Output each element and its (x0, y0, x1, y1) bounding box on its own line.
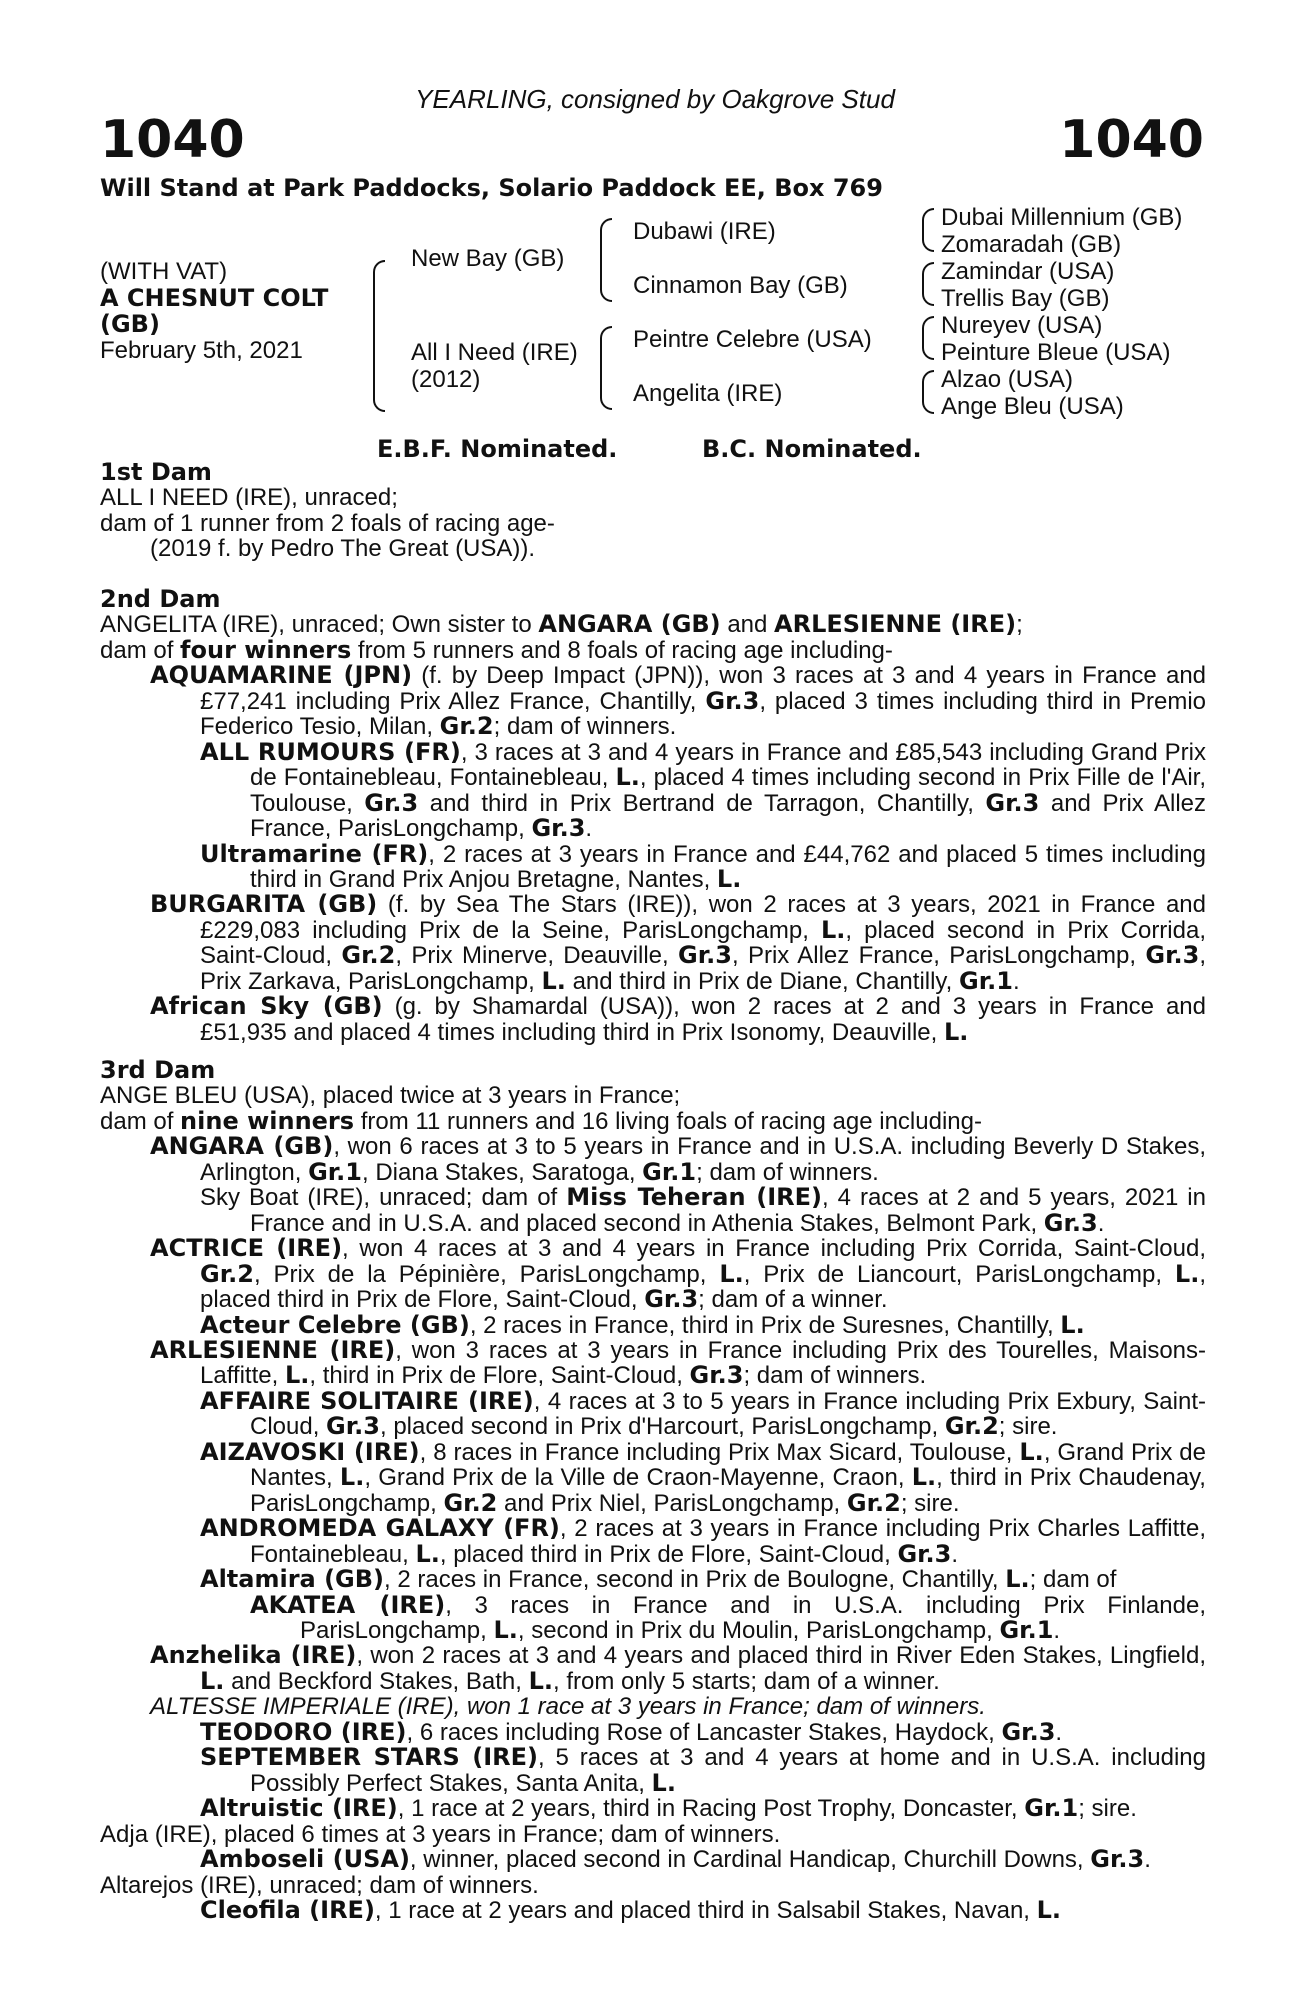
third-dam-heading: 3rd Dam (100, 1056, 216, 1084)
pedigree-brace-sire (600, 218, 612, 302)
produce-entry: AIZAVOSKI (IRE), 8 races in France including Prix Max Sicard, Toulouse, L., Grand Prix de Nantes, L., Grand Prix de la Ville de Craon-Mayenne, Craon, L., third in Prix Chaudenay, ParisLongchamp, Gr.2 and Prix Niel, ParisLongchamp, Gr.2; sire. (200, 1437, 1207, 1517)
first-dam-line: dam of 1 runner from 2 foals of racing age- (100, 509, 555, 537)
dam-dam: Angelita (IRE) (633, 380, 783, 407)
grandsire-5: Nureyev (USA) (941, 312, 1103, 339)
second-dam-produce-summary: dam of four winners from 5 runners and 8 foals of racing age including- (100, 635, 893, 664)
first-dam-section (100, 460, 555, 562)
produce-entry: ANDROMEDA GALAXY (FR), 2 races at 3 years in France including Prix Charles Laffitte, Fontainebleau, L., placed third in Prix de Flore, Saint-Cloud, Gr.3. (200, 1514, 1206, 1568)
horse-origin: (GB) (100, 310, 160, 338)
produce-entry: Cleofila (IRE), 1 race at 2 years and placed third in Salsabil Stakes, Navan, L. (200, 1895, 1062, 1924)
pedigree-brace-dam (600, 326, 612, 410)
first-dam-heading: 1st Dam (100, 458, 212, 486)
grandsire-1: Dubai Millennium (GB) (941, 204, 1183, 231)
dam: All I Need (IRE) (411, 339, 578, 366)
granddam-2: Zomaradah (GB) (941, 231, 1122, 258)
produce-entry: AKATEA (IRE), 3 races in France and in U.S.A. including Prix Finlande, ParisLongchamp, L., second in Prix du Moulin, ParisLongchamp, Gr.1. (250, 1590, 1206, 1644)
produce-entry: Sky Boat (IRE), unraced; dam of Miss Teheran (IRE), 4 races at 2 and 5 years, 2021 in France and in U.S.A. and placed second in Athenia Stakes, Belmont Park, Gr.3. (200, 1183, 1206, 1237)
produce-entry: ACTRICE (IRE), won 4 races at 3 and 4 years in France including Prix Corrida, Saint-Cloud, Gr.2, Prix de la Pépinière, ParisLongchamp, L., Prix de Liancourt, ParisLongchamp, L., placed third in Prix de Flore, Saint-Cloud, Gr.3; dam of a winner. (150, 1234, 1206, 1314)
produce-entry: BURGARITA (GB) (f. by Sea The Stars (IRE)), won 2 races at 3 years, 2021 in France and £229,083 including Prix de la Seine, ParisLongchamp, L., placed second in Prix Corrida, Saint-Cloud, Gr.2, Prix Minerve, Deauville, Gr.3, Prix Allez France, ParisLongchamp, Gr.3, Prix Zarkava, ParisLongchamp, L. and third in Prix de Diane, Chantilly, Gr.1. (150, 890, 1206, 995)
granddam-4: Trellis Bay (GB) (941, 285, 1110, 312)
grandsire-3: Zamindar (USA) (941, 258, 1115, 285)
produce-entry: SEPTEMBER STARS (IRE), 5 races at 3 and 4 years at home and in U.S.A. including Possibly Perfect Stakes, Santa Anita, L. (200, 1743, 1207, 1797)
dam-sire: Peintre Celebre (USA) (633, 326, 872, 353)
produce-entry: AQUAMARINE (JPN) (f. by Deep Impact (JPN)), won 3 races at 3 and 4 years in France and £77,241 including Prix Allez France, Chantilly, Gr.3, placed 3 times including third in Premio Federico Tesio, Milan, Gr.2; dam of winners. (150, 661, 1207, 741)
second-dam-heading: 2nd Dam (100, 585, 221, 613)
horse-name: A CHESNUT COLT (100, 284, 329, 312)
third-dam-section (100, 1058, 1206, 1923)
stand-location: Will Stand at Park Paddocks, Solario Paddock EE, Box 769 (100, 174, 883, 202)
pedigree-brace-g3 (922, 316, 934, 360)
bc-nomination: B.C. Nominated. (702, 435, 922, 463)
first-dam-line: ALL I NEED (IRE), unraced; (100, 484, 398, 512)
pedigree-brace-g4 (922, 370, 934, 414)
ebf-nomination: E.B.F. Nominated. (377, 435, 618, 463)
granddam-8: Ange Bleu (USA) (941, 393, 1124, 420)
produce-entry: ANGARA (GB), won 6 races at 3 to 5 years in France and in U.S.A. including Beverly D Stakes, Arlington, Gr.1, Diana Stakes, Saratoga, Gr.1; dam of winners. (150, 1132, 1206, 1186)
produce-entry: Altarejos (IRE), unraced; dam of winners. (100, 1871, 539, 1899)
produce-entry: ARLESIENNE (IRE), won 3 races at 3 years in France including Prix des Tourelles, Maisons-Laffitte, L., third in Prix de Flore, Saint-Cloud, Gr.3; dam of winners. (150, 1335, 1206, 1390)
foaling-date: February 5th, 2021 (100, 337, 303, 364)
second-dam-section (100, 587, 1206, 1045)
sire-sire: Dubawi (IRE) (633, 218, 776, 245)
produce-entry: ALL RUMOURS (FR), 3 races at 3 and 4 years in France and £85,543 including Grand Prix de Fontainebleau, Fontainebleau, L., placed 4 times including second in Prix Fille de l'Air, Toulouse, Gr.3 and third in Prix Bertrand de Tarragon, Chantilly, Gr.3 and Prix Allez France, ParisLongchamp, Gr.3. (200, 737, 1207, 843)
vat-note: (WITH VAT) (100, 258, 228, 285)
produce-entry: Anzhelika (IRE), won 2 races at 3 and 4 years and placed third in River Eden Stakes, Lingfield, L. and Beckford Stakes, Bath, L., from only 5 starts; dam of a winner. (150, 1641, 1207, 1695)
granddam-6: Peinture Bleue (USA) (941, 339, 1171, 366)
produce-entry: Adja (IRE), placed 6 times at 3 years in France; dam of winners. (100, 1820, 781, 1848)
produce-entry: TEODORO (IRE), 6 races including Rose of Lancaster Stakes, Haydock, Gr.3. (200, 1717, 1063, 1746)
produce-entry: AFFAIRE SOLITAIRE (IRE), 4 races at 3 to 5 years in France including Prix Exbury, Saint-Cloud, Gr.3, placed second in Prix d'Harcourt, ParisLongchamp, Gr.2; sire. (200, 1386, 1206, 1441)
produce-entry: Acteur Celebre (GB), 2 races in France, third in Prix de Suresnes, Chantilly, L. (200, 1310, 1085, 1339)
produce-entry: Altamira (GB), 2 races in France, second in Prix de Boulogne, Chantilly, L.; dam of (200, 1565, 1117, 1594)
third-dam-intro: ANGE BLEU (USA), placed twice at 3 years in France; (100, 1082, 681, 1110)
grandsire-7: Alzao (USA) (941, 366, 1074, 393)
second-dam-intro: ANGELITA (IRE), unraced; Own sister to ANGARA (GB) and ARLESIENNE (IRE); (100, 610, 1023, 639)
sire-dam: Cinnamon Bay (GB) (633, 272, 848, 299)
produce-entry: Ultramarine (FR), 2 races at 3 years in France and £44,762 and placed 5 times including third in Grand Prix Anjou Bretagne, Nantes, L. (200, 839, 1206, 893)
produce-entry: Amboseli (USA), winner, placed second in Cardinal Handicap, Churchill Downs, Gr.3. (200, 1845, 1151, 1874)
consignment-line: YEARLING, consigned by Oakgrove Stud (415, 84, 895, 114)
produce-entry: ALTESSE IMPERIALE (IRE), won 1 race at 3 years in France; dam of winners. (150, 1693, 986, 1721)
lot-number-right: 1040 (1059, 110, 1204, 170)
produce-entry: Altruistic (IRE), 1 race at 2 years, third in Racing Post Trophy, Doncaster, Gr.1; sire. (200, 1794, 1137, 1823)
pedigree-brace-g1 (922, 208, 934, 252)
sire: New Bay (GB) (411, 245, 565, 272)
pedigree-brace-g2 (922, 262, 934, 306)
first-dam-line: (2019 f. by Pedro The Great (USA)). (150, 535, 536, 563)
pedigree-brace-main (373, 260, 385, 412)
lot-number-left: 1040 (100, 110, 245, 170)
third-dam-produce-summary: dam of nine winners from 11 runners and 16 living foals of racing age including- (100, 1106, 982, 1135)
dam-year: (2012) (411, 366, 481, 393)
produce-entry: African Sky (GB) (g. by Shamardal (USA)), won 2 races at 2 and 3 years in France and £51,935 and placed 4 times including third in Prix Isonomy, Deauville, L. (150, 992, 1206, 1046)
